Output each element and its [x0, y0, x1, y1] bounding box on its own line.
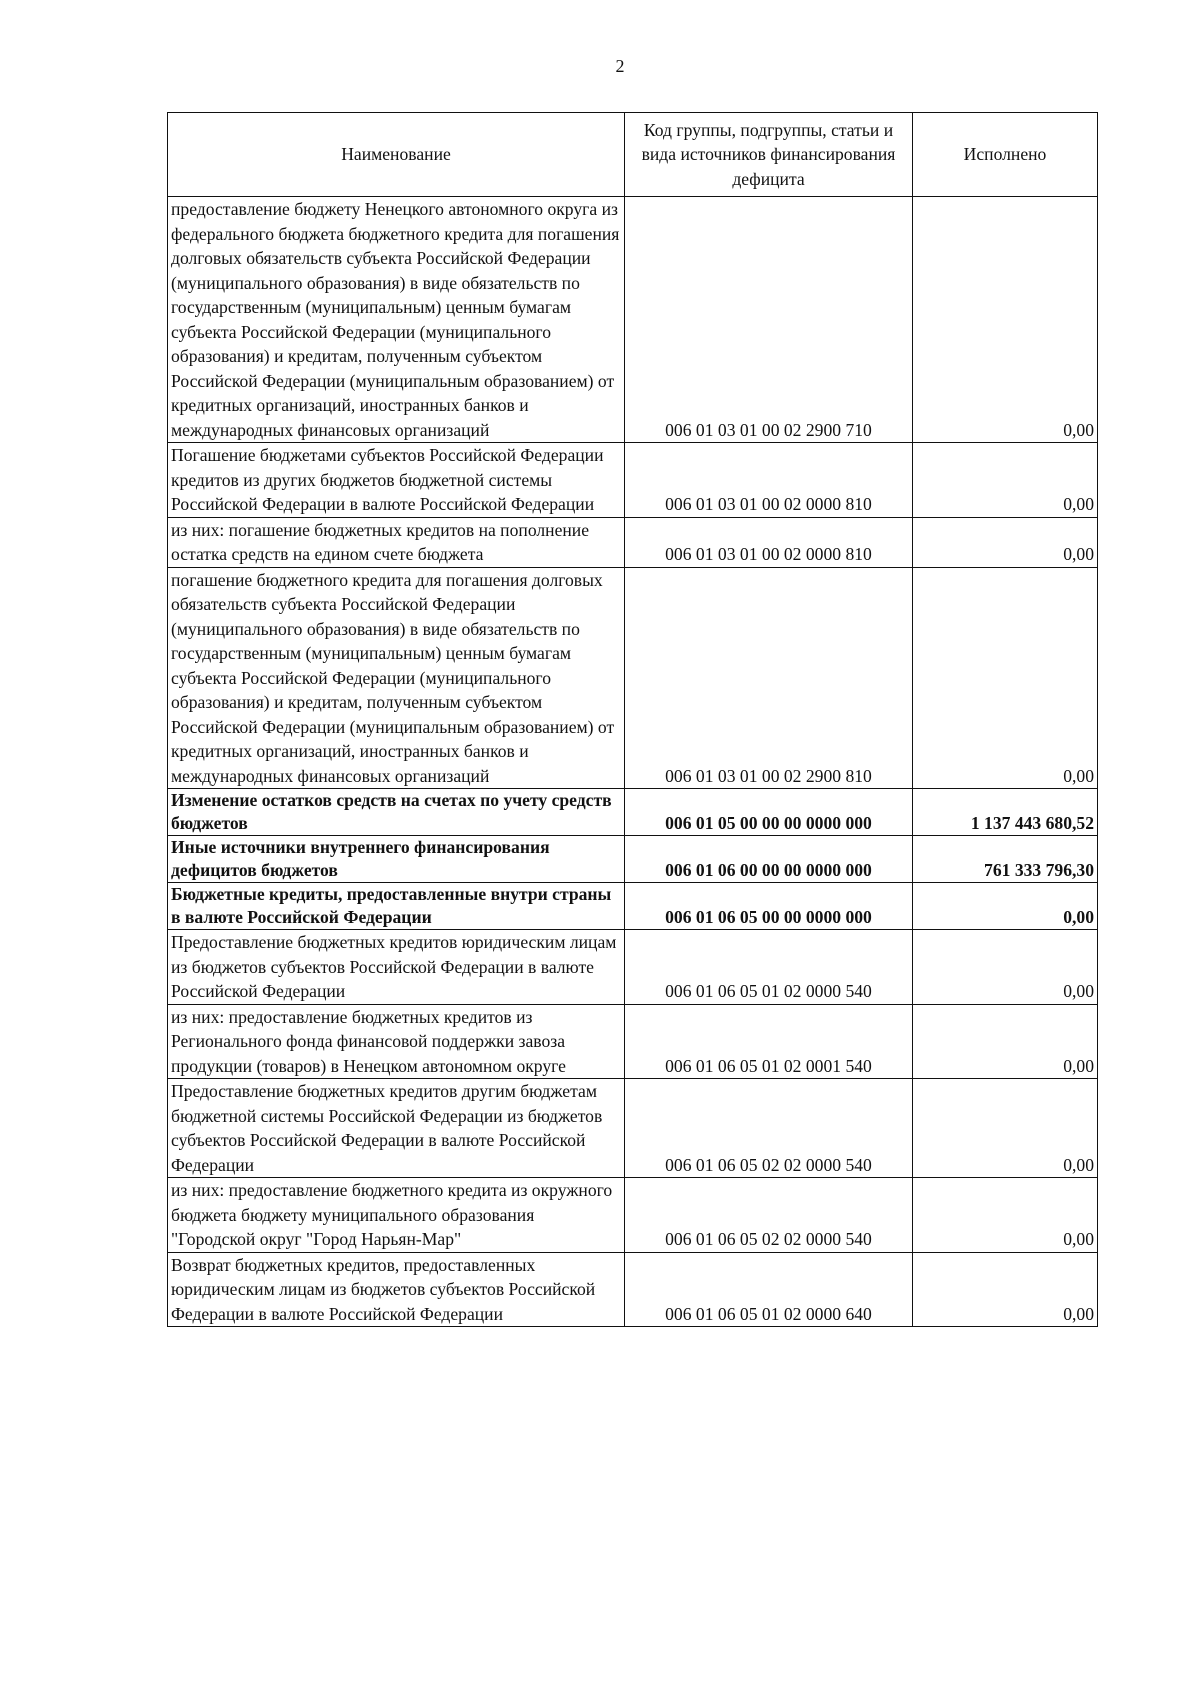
row-name: Погашение бюджетами субъектов Российской Федерации кредитов из других бюджетов бюджетной системы Российской Федерации в валюте Российской Федерации — [168, 443, 625, 518]
table-row — [168, 517, 1098, 567]
row-code: 006 01 03 01 00 02 2900 710 — [625, 197, 913, 443]
row-executed: 0,00 — [913, 930, 1098, 1005]
row-name: из них: предоставление бюджетного кредита из окружного бюджета бюджету муниципального образования "Городской округ "Город Нарьян-Мар" — [168, 1178, 625, 1253]
row-code: 006 01 06 05 01 02 0000 640 — [625, 1252, 913, 1327]
row-code: 006 01 03 01 00 02 0000 810 — [625, 517, 913, 567]
table-row — [168, 930, 1098, 1005]
row-name: погашение бюджетного кредита для погашения долговых обязательств субъекта Российской Федерации (муниципального образования) в виде обязательств по государственным (муниципальным) ценным бумагам субъекта Российской Федерации (муниципального образования) и кредитам, полученным субъектом Российской Федерации (муниципальным образованием) от кредитных организаций, иностранных банков и международных финансовых организаций — [168, 567, 625, 789]
table-row — [168, 197, 1098, 443]
table-row — [168, 1004, 1098, 1079]
financing-sources-table — [167, 112, 1098, 1327]
row-executed: 0,00 — [913, 517, 1098, 567]
row-code: 006 01 06 05 00 00 0000 000 — [625, 883, 913, 930]
row-code: 006 01 06 05 01 02 0000 540 — [625, 930, 913, 1005]
row-executed: 0,00 — [913, 197, 1098, 443]
row-code: 006 01 05 00 00 00 0000 000 — [625, 789, 913, 836]
row-executed: 0,00 — [913, 567, 1098, 789]
table-row — [168, 443, 1098, 518]
table-row — [168, 789, 1098, 836]
row-executed: 1 137 443 680,52 — [913, 789, 1098, 836]
row-name: Иные источники внутреннего финансирования дефицитов бюджетов — [168, 836, 625, 883]
row-name: из них: погашение бюджетных кредитов на пополнение остатка средств на едином счете бюджета — [168, 517, 625, 567]
row-executed: 0,00 — [913, 443, 1098, 518]
header-name: Наименование — [168, 113, 625, 197]
table-row — [168, 883, 1098, 930]
row-code: 006 01 06 05 01 02 0001 540 — [625, 1004, 913, 1079]
table-row — [168, 1252, 1098, 1327]
row-executed: 0,00 — [913, 1079, 1098, 1178]
header-executed: Исполнено — [913, 113, 1098, 197]
row-code: 006 01 03 01 00 02 2900 810 — [625, 567, 913, 789]
row-code: 006 01 03 01 00 02 0000 810 — [625, 443, 913, 518]
table-row — [168, 1178, 1098, 1253]
row-name: из них: предоставление бюджетных кредитов из Регионального фонда финансовой поддержки завоза продукции (товаров) в Ненецком автономном округе — [168, 1004, 625, 1079]
row-executed: 0,00 — [913, 1178, 1098, 1253]
row-executed: 0,00 — [913, 1004, 1098, 1079]
row-name: предоставление бюджету Ненецкого автономного округа из федерального бюджета бюджетного кредита для погашения долговых обязательств субъекта Российской Федерации (муниципального образования) в виде обязательств по государственным (муниципальным) ценным бумагам субъекта Российской Федерации (муниципального образования) и кредитам, полученным субъектом Российской Федерации (муниципальным образованием) от кредитных организаций, иностранных банков и международных финансовых организаций — [168, 197, 625, 443]
row-name: Изменение остатков средств на счетах по учету средств бюджетов — [168, 789, 625, 836]
page-number: 2 — [615, 56, 625, 76]
table-header-row — [168, 113, 1098, 197]
row-code: 006 01 06 05 02 02 0000 540 — [625, 1178, 913, 1253]
row-code: 006 01 06 05 02 02 0000 540 — [625, 1079, 913, 1178]
row-executed: 0,00 — [913, 883, 1098, 930]
table-body — [168, 197, 1098, 1327]
table-row — [168, 1079, 1098, 1178]
table-row — [168, 836, 1098, 883]
table-row — [168, 567, 1098, 789]
row-name: Предоставление бюджетных кредитов другим бюджетам бюджетной системы Российской Федерации из бюджетов субъектов Российской Федерации в валюте Российской Федерации — [168, 1079, 625, 1178]
row-executed: 0,00 — [913, 1252, 1098, 1327]
row-code: 006 01 06 00 00 00 0000 000 — [625, 836, 913, 883]
row-name: Возврат бюджетных кредитов, предоставленных юридическим лицам из бюджетов субъектов Российской Федерации в валюте Российской Федерации — [168, 1252, 625, 1327]
row-name: Бюджетные кредиты, предоставленные внутри страны в валюте Российской Федерации — [168, 883, 625, 930]
row-name: Предоставление бюджетных кредитов юридическим лицам из бюджетов субъектов Российской Федерации в валюте Российской Федерации — [168, 930, 625, 1005]
header-code: Код группы, подгруппы, статьи и вида источников финансирования дефицита — [625, 113, 913, 197]
row-executed: 761 333 796,30 — [913, 836, 1098, 883]
